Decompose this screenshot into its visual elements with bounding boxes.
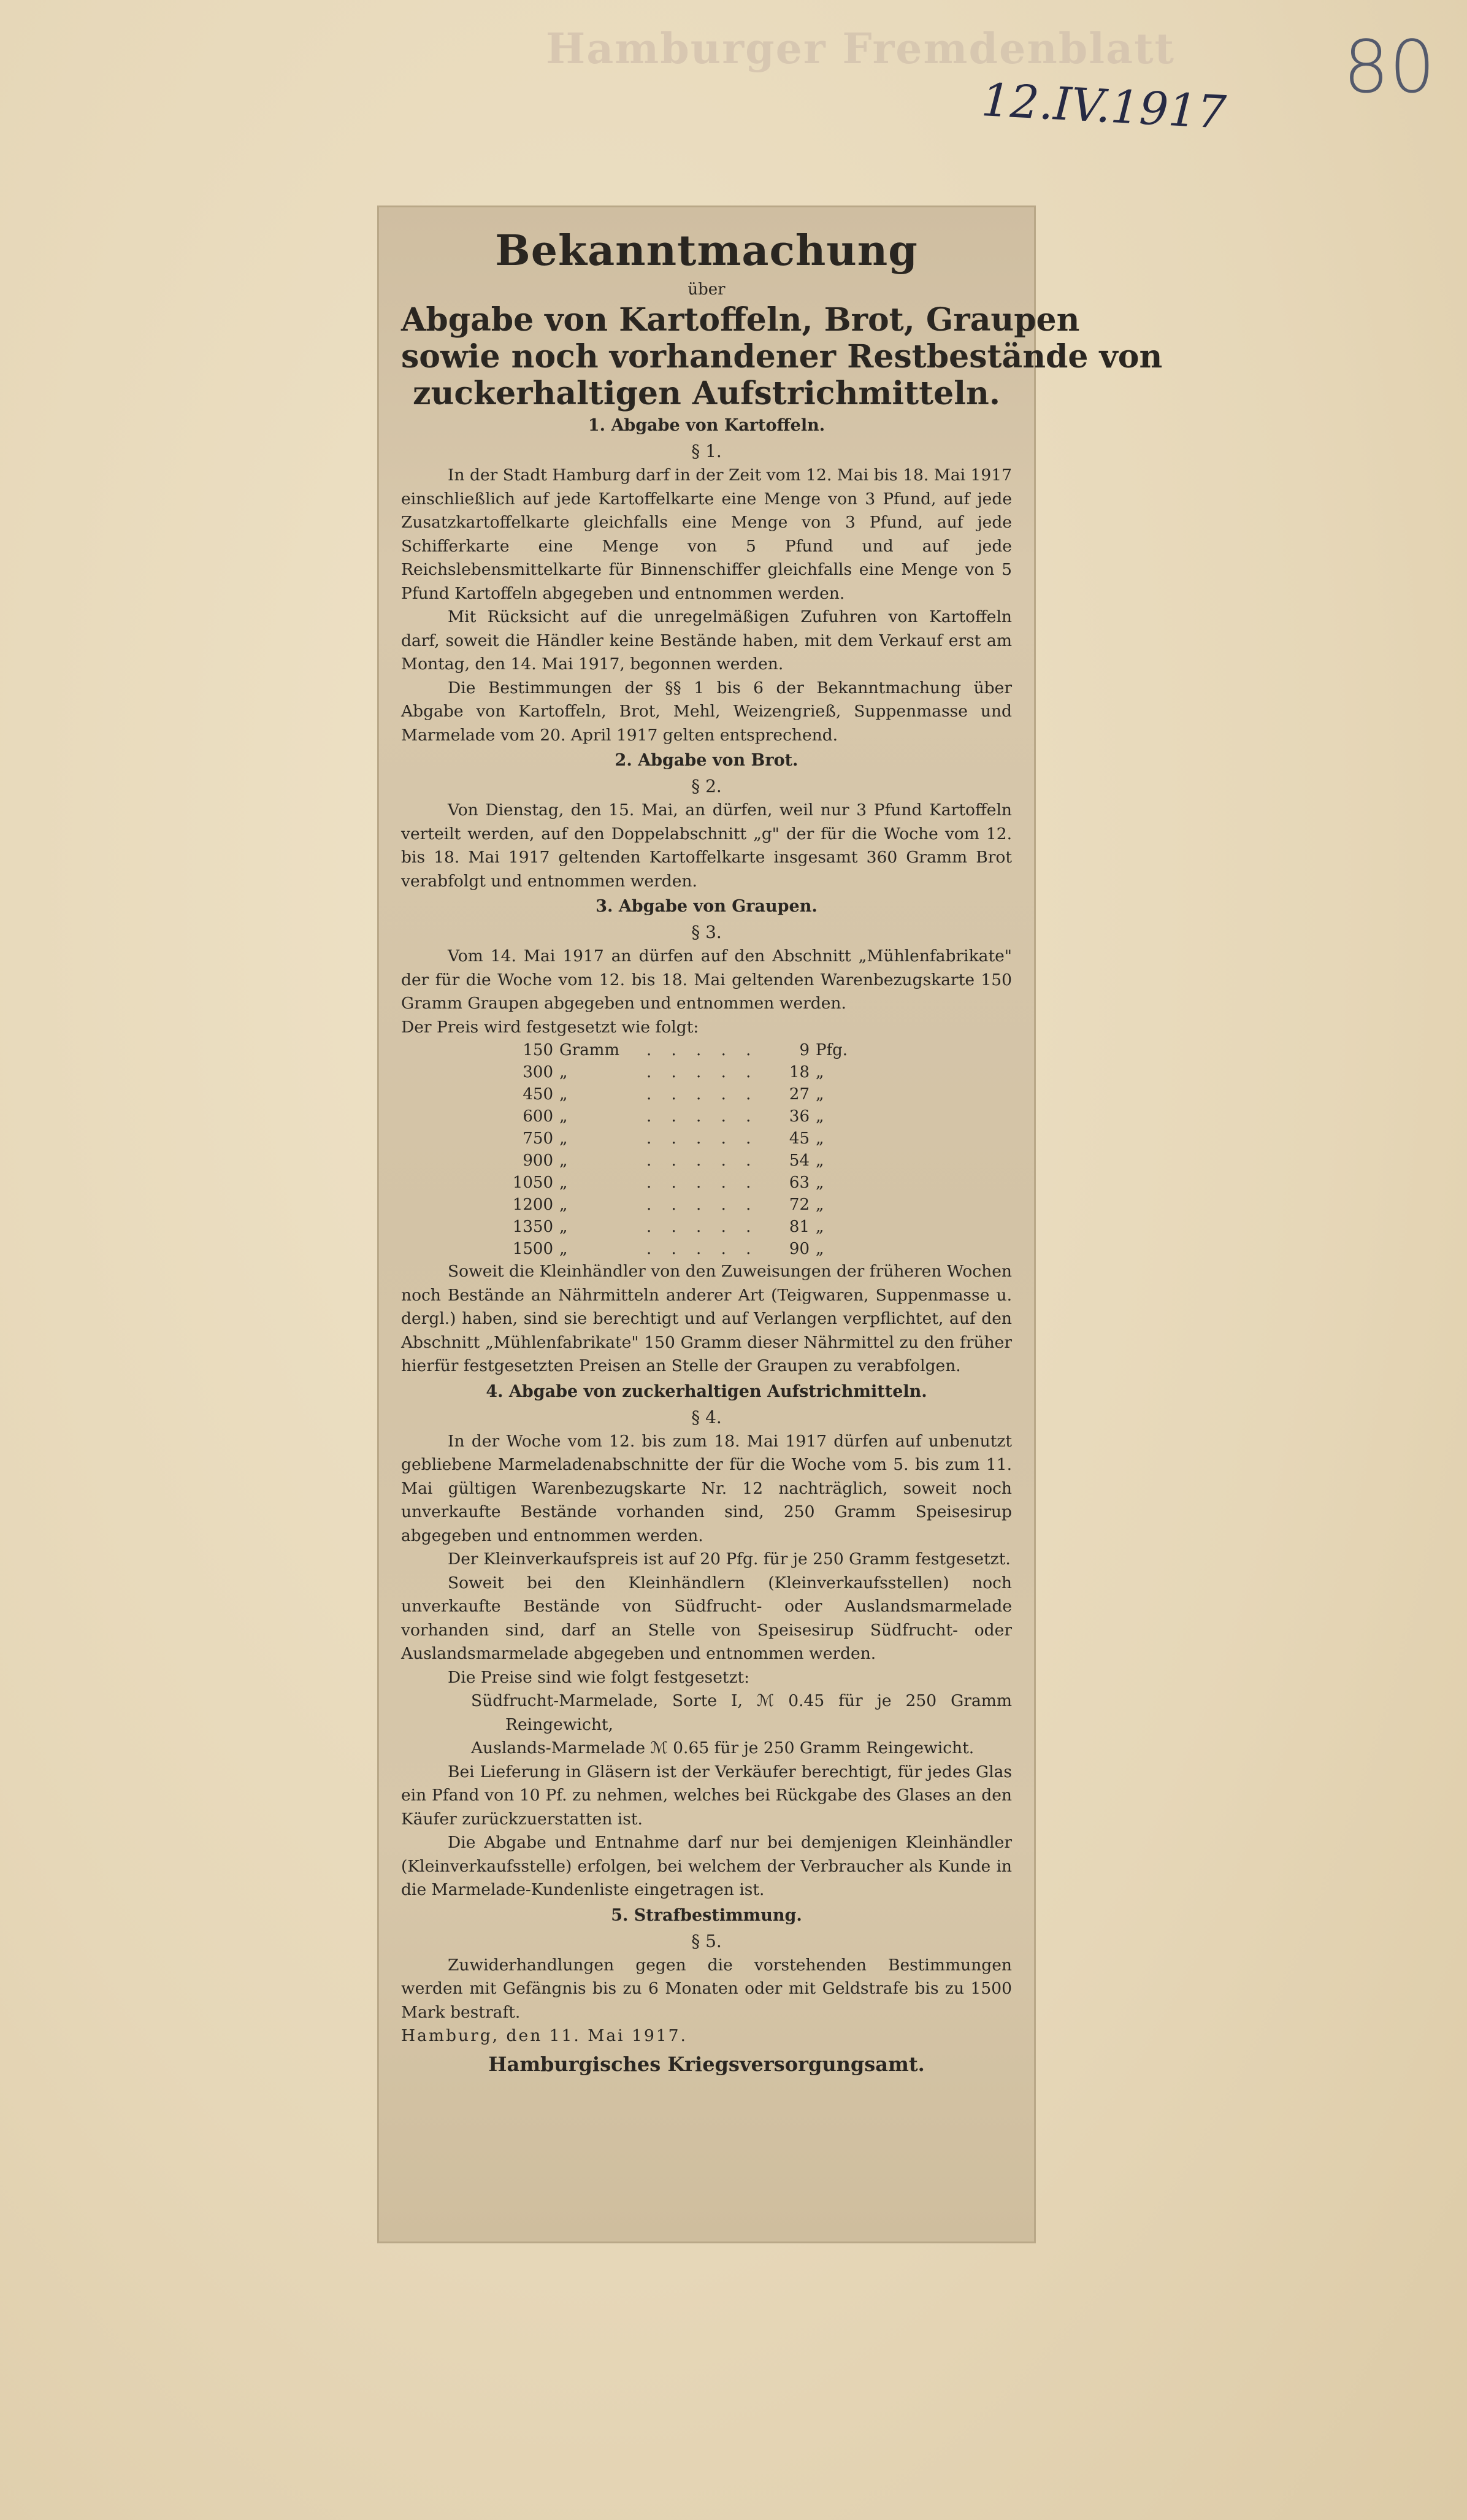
price-row [509,1150,854,1172]
price-currency: „ [816,1240,824,1258]
section-4-text-5: Bei Lieferung in Gläsern ist der Verkäufer berechtigt, für jedes Glas ein Pfand von 10 Pf. zu nehmen, welches bei Rückgabe des Glases an den Käufer zurückzuerstatten ist. [401,1762,1012,1829]
price-value: 9 [799,1041,810,1059]
section-2-paragraph-mark: § 2. [691,776,722,796]
price-currency: „ [816,1196,824,1214]
price-unit: „ [559,1107,568,1126]
price-currency: „ [816,1151,824,1170]
notice-ueber: über [688,280,726,299]
price-leader-dots: . . . . . [646,1196,759,1214]
section-1-text-3: Die Bestimmungen der §§ 1 bis 6 der Bekanntmachung über Abgabe von Kartoffeln, Brot, Mehl, Weizengrieß, Suppenmasse und Marmelade vom 20. April 1917 gelten entsprechend. [401,678,1012,745]
price-leader-dots: . . . . . [646,1085,759,1104]
price-unit: „ [559,1129,568,1148]
price-amount: 750 [523,1129,553,1148]
issuing-office: Hamburgisches Kriegsversorgungsamt. [488,2052,925,2076]
price-row [509,1039,854,1061]
notice-title: Bekanntmachung [495,226,918,275]
section-4-item-1: Südfrucht-Marmelade, Sorte I, ℳ 0.45 für je 250 Gramm Reingewicht, [471,1691,1012,1734]
price-unit: „ [559,1085,568,1104]
section-4-heading: 4. Abgabe von zuckerhaltigen Aufstrichmitteln. [486,1381,927,1401]
price-leader-dots: . . . . . [646,1063,759,1081]
section-3-text-1: Vom 14. Mai 1917 an dürfen auf den Abschnitt „Mühlenfabrikate" der für die Woche vom 12. bis 18. Mai geltenden Warenbezugskarte 150 Gramm Graupen abgegeben und entnommen werden. [401,947,1012,1013]
price-currency: Pfg. [816,1041,848,1059]
section-4-text-6: Die Abgabe und Entnahme darf nur bei demjenigen Kleinhändler (Kleinverkaufsstelle) erfolgen, bei welchem der Verbraucher als Kunde in die Marmelade-Kundenliste eingetragen ist. [401,1833,1012,1899]
price-row [509,1105,854,1127]
price-row [509,1216,854,1238]
section-4-text-1: In der Woche vom 12. bis zum 18. Mai 1917 dürfen auf unbenutzt gebliebene Marmeladenabschnitte der für die Woche vom 5. bis zum 11. Mai gültigen Warenbezugskarte Nr. 12 nachträglich, soweit noch unverkaufte Bestände vorhanden sind, 250 Gramm Speisesirup abgegeben und entnommen werden. [401,1431,1012,1545]
price-leader-dots: . . . . . [646,1218,759,1236]
newspaper-stamp: Hamburger Fremdenblatt [546,25,1176,74]
section-4-text-3: Soweit bei den Kleinhändlern (Kleinverkaufsstellen) noch unverkaufte Bestände von Südfrucht- oder Auslandsmarmelade vorhanden sind, darf an Stelle von Speisesirup Südfrucht- oder Auslandsmarmelade abgegeben und entnommen werden. [401,1573,1012,1663]
section-1-text-1: In der Stadt Hamburg darf in der Zeit vom 12. Mai bis 18. Mai 1917 einschließlich auf jede Kartoffelkarte eine Menge von 3 Pfund, auf jede Zusatzkartoffelkarte gleichfalls eine Menge von 3 Pfund, auf jede Schifferkarte eine Menge von 5 Pfund und auf jede Reichslebensmittelkarte für Binnenschiffer gleichfalls eine Menge von 5 Pfund Kartoffeln abgegeben und entnommen werden. [401,466,1012,603]
price-amount: 300 [523,1063,553,1081]
section-4-paragraph-mark: § 4. [691,1407,722,1427]
price-row [509,1194,854,1216]
price-row [509,1083,854,1105]
price-unit: „ [559,1218,568,1236]
price-row [509,1127,854,1150]
price-value: 54 [789,1151,810,1170]
price-leader-dots: . . . . . [646,1174,759,1192]
newspaper-clipping [379,207,1163,2241]
price-amount: 450 [523,1085,553,1104]
price-amount: 900 [523,1151,553,1170]
price-amount: 1050 [512,1174,553,1192]
notice-subtitle-line-1: Abgabe von Kartoffeln, Brot, Graupen [401,301,1080,339]
price-amount: 150 [523,1041,553,1059]
price-intro: Der Preis wird festgesetzt wie folgt: [401,1017,699,1037]
price-value: 36 [789,1107,810,1126]
section-4-text-4: Die Preise sind wie folgt festgesetzt: [448,1667,750,1687]
price-unit: Gramm [559,1041,620,1059]
section-1-heading: 1. Abgabe von Kartoffeln. [588,416,825,435]
section-3-paragraph-mark: § 3. [691,922,722,942]
price-table [509,1039,854,1260]
price-value: 81 [789,1218,810,1236]
price-currency: „ [816,1063,824,1081]
price-value: 72 [789,1196,810,1214]
section-5-text-1: Zuwiderhandlungen gegen die vorstehenden Bestimmungen werden mit Gefängnis bis zu 6 Monaten oder mit Geldstrafe bis zu 1500 Mark bestraft. [401,1955,1012,2022]
price-value: 27 [789,1085,810,1104]
price-leader-dots: . . . . . [646,1240,759,1258]
page-number: 80 [1343,25,1436,109]
section-3-text-2: Soweit die Kleinhändler von den Zuweisungen der früheren Wochen noch Bestände an Nährmitteln anderer Art (Teigwaren, Suppenmasse u. dergl.) haben, sind sie berechtigt und auf Verlangen verpflichtet, auf den Abschnitt „Mühlenfabrikate" 150 Gramm dieser Nährmittel zu den früher hierfür festgesetzten Preisen an Stelle der Graupen zu verabfolgen. [401,1262,1012,1375]
price-currency: „ [816,1174,824,1192]
section-1-paragraph-mark: § 1. [691,441,722,461]
price-currency: „ [816,1085,824,1104]
price-row [509,1061,854,1083]
price-amount: 600 [523,1107,553,1126]
price-currency: „ [816,1218,824,1236]
notice-subtitle-line-2: sowie noch vorhandener Restbestände von [401,338,1163,375]
notice-subtitle-line-3: zuckerhaltigen Aufstrichmitteln. [413,375,1000,412]
price-unit: „ [559,1151,568,1170]
price-leader-dots: . . . . . [646,1151,759,1170]
price-unit: „ [559,1174,568,1192]
section-4-text-2: Der Kleinverkaufspreis ist auf 20 Pfg. für je 250 Gramm festgesetzt. [448,1550,1011,1569]
section-5-heading: 5. Strafbestimmung. [611,1905,802,1925]
price-unit: „ [559,1063,568,1081]
price-value: 18 [789,1063,810,1081]
section-1-text-2: Mit Rücksicht auf die unregelmäßigen Zufuhren von Kartoffeln darf, soweit die Händler keine Bestände haben, mit dem Verkauf erst am Montag, den 14. Mai 1917, begonnen werden. [401,607,1012,674]
price-amount: 1500 [512,1240,553,1258]
price-leader-dots: . . . . . [646,1041,759,1059]
price-currency: „ [816,1129,824,1148]
section-4-item-2: Auslands-Marmelade ℳ 0.65 für je 250 Gramm Reingewicht. [471,1738,975,1757]
price-row [509,1172,854,1194]
price-value: 63 [789,1174,810,1192]
price-row [509,1238,854,1260]
place-date: Hamburg, den 11. Mai 1917. [401,2026,688,2045]
section-3-heading: 3. Abgabe von Graupen. [596,897,818,916]
price-leader-dots: . . . . . [646,1129,759,1148]
price-currency: „ [816,1107,824,1126]
price-amount: 1350 [512,1218,553,1236]
price-leader-dots: . . . . . [646,1107,759,1126]
section-5-paragraph-mark: § 5. [691,1930,722,1951]
section-2-heading: 2. Abgabe von Brot. [615,751,799,770]
price-unit: „ [559,1196,568,1214]
price-value: 90 [789,1240,810,1258]
handwritten-date: 12.IV.1917 [980,74,1228,139]
price-amount: 1200 [512,1196,553,1214]
section-2-text-1: Von Dienstag, den 15. Mai, an dürfen, weil nur 3 Pfund Kartoffeln verteilt werden, auf den Doppelabschnitt „g" der für die Woche vom 12. bis 18. Mai 1917 geltenden Kartoffelkarte insgesamt 360 Gramm Brot verabfolgt und entnommen werden. [401,801,1012,891]
price-unit: „ [559,1240,568,1258]
price-value: 45 [789,1129,810,1148]
